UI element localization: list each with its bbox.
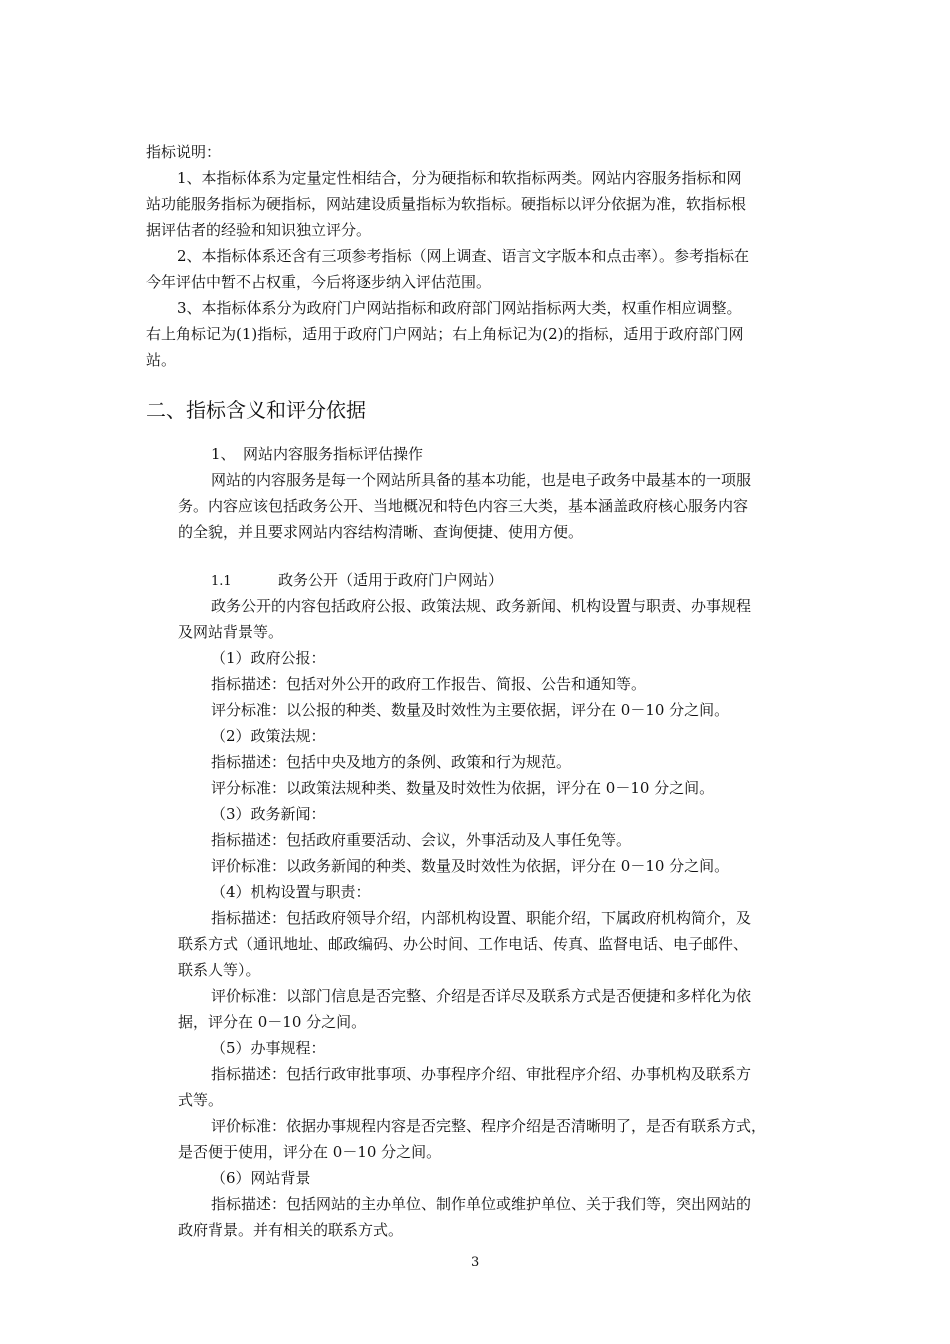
item2-criteria: 评分标准：以政策法规种类、数量及时效性为依据，评分在 0－10 分之间。 bbox=[211, 779, 715, 797]
intro-p1-line3: 据评估者的经验和知识独立评分。 bbox=[146, 221, 372, 239]
page-number: 3 bbox=[471, 1255, 480, 1270]
item5-criteria-line2: 是否便于使用，评分在 0－10 分之间。 bbox=[178, 1143, 442, 1161]
item4-criteria-line2: 据，评分在 0－10 分之间。 bbox=[178, 1013, 367, 1031]
item5-criteria-line1: 评价标准：依据办事规程内容是否完整、程序介绍是否清晰明了，是否有联系方式， bbox=[211, 1117, 767, 1135]
subsection-title: 1、 网站内容服务指标评估操作 bbox=[211, 445, 424, 463]
item5-title: （5）办事规程： bbox=[211, 1039, 326, 1057]
intro-p1-line1: 1、本指标体系为定量定性相结合，分为硬指标和软指标两类。网站内容服务指标和网 bbox=[177, 169, 742, 187]
item1-criteria: 评分标准：以公报的种类、数量及时效性为主要依据，评分在 0－10 分之间。 bbox=[211, 701, 730, 719]
sub1-desc-line1: 网站的内容服务是每一个网站所具备的基本功能，也是电子政务中最基本的一项服 bbox=[211, 471, 752, 489]
s11-title: 政务公开（适用于政府门户网站） bbox=[278, 571, 504, 589]
item4-desc-line1: 指标描述：包括政府领导介绍，内部机构设置、职能介绍，下属政府机构简介，及 bbox=[211, 909, 752, 927]
s11-desc-line1: 政务公开的内容包括政府公报、政策法规、政务新闻、机构设置与职责、办事规程 bbox=[211, 597, 752, 615]
section-heading: 二、指标含义和评分依据 bbox=[146, 398, 366, 422]
intro-p3-line2: 右上角标记为(1)指标，适用于政府门户网站；右上角标记为(2)的指标，适用于政府部门网 bbox=[146, 325, 744, 343]
item1-desc: 指标描述：包括对外公开的政府工作报告、简报、公告和通知等。 bbox=[211, 675, 647, 693]
item4-title: （4）机构设置与职责： bbox=[211, 883, 371, 901]
s11-number: 1.1 bbox=[211, 574, 232, 589]
intro-p2-line2: 今年评估中暂不占权重，今后将逐步纳入评估范围。 bbox=[146, 273, 492, 291]
item5-desc-line2: 式等。 bbox=[178, 1091, 224, 1109]
intro-p3-line3: 站。 bbox=[146, 351, 177, 369]
item6-desc-line2: 政府背景。并有相关的联系方式。 bbox=[178, 1221, 404, 1239]
item4-desc-line2: 联系方式（通讯地址、邮政编码、办公时间、工作电话、传真、监督电话、电子邮件、 bbox=[178, 935, 749, 953]
sub1-desc-line3: 的全貌，并且要求网站内容结构清晰、查询便捷、使用方便。 bbox=[178, 523, 584, 541]
item3-title: （3）政务新闻： bbox=[211, 805, 326, 823]
item4-desc-line3: 联系人等）。 bbox=[178, 961, 261, 979]
intro-p3-line1: 3、本指标体系分为政府门户网站指标和政府部门网站指标两大类，权重作相应调整。 bbox=[177, 299, 742, 317]
item1-title: （1）政府公报： bbox=[211, 649, 326, 667]
item2-title: （2）政策法规： bbox=[211, 727, 326, 745]
intro-p2-line1: 2、本指标体系还含有三项参考指标（网上调查、语言文字版本和点击率）。参考指标在 bbox=[177, 247, 750, 265]
intro-p1-line2: 站功能服务指标为硬指标，网站建设质量指标为软指标。硬指标以评分依据为准，软指标根 bbox=[146, 195, 747, 213]
sub1-desc-line2: 务。内容应该包括政务公开、当地概况和特色内容三大类，基本涵盖政府核心服务内容 bbox=[178, 497, 749, 515]
item6-desc-line1: 指标描述：包括网站的主办单位、制作单位或维护单位、关于我们等，突出网站的 bbox=[211, 1195, 752, 1213]
item5-desc-line1: 指标描述：包括行政审批事项、办事程序介绍、审批程序介绍、办事机构及联系方 bbox=[211, 1065, 752, 1083]
item2-desc: 指标描述：包括中央及地方的条例、政策和行为规范。 bbox=[211, 753, 572, 771]
item3-desc: 指标描述：包括政府重要活动、会议，外事活动及人事任免等。 bbox=[211, 831, 632, 849]
s11-desc-line2: 及网站背景等。 bbox=[178, 623, 284, 641]
item4-criteria-line1: 评价标准：以部门信息是否完整、介绍是否详尽及联系方式是否便捷和多样化为依 bbox=[211, 987, 752, 1005]
item3-criteria: 评价标准：以政务新闻的种类、数量及时效性为依据，评分在 0－10 分之间。 bbox=[211, 857, 730, 875]
intro-title: 指标说明： bbox=[146, 143, 222, 161]
item6-title: （6）网站背景 bbox=[211, 1169, 311, 1187]
